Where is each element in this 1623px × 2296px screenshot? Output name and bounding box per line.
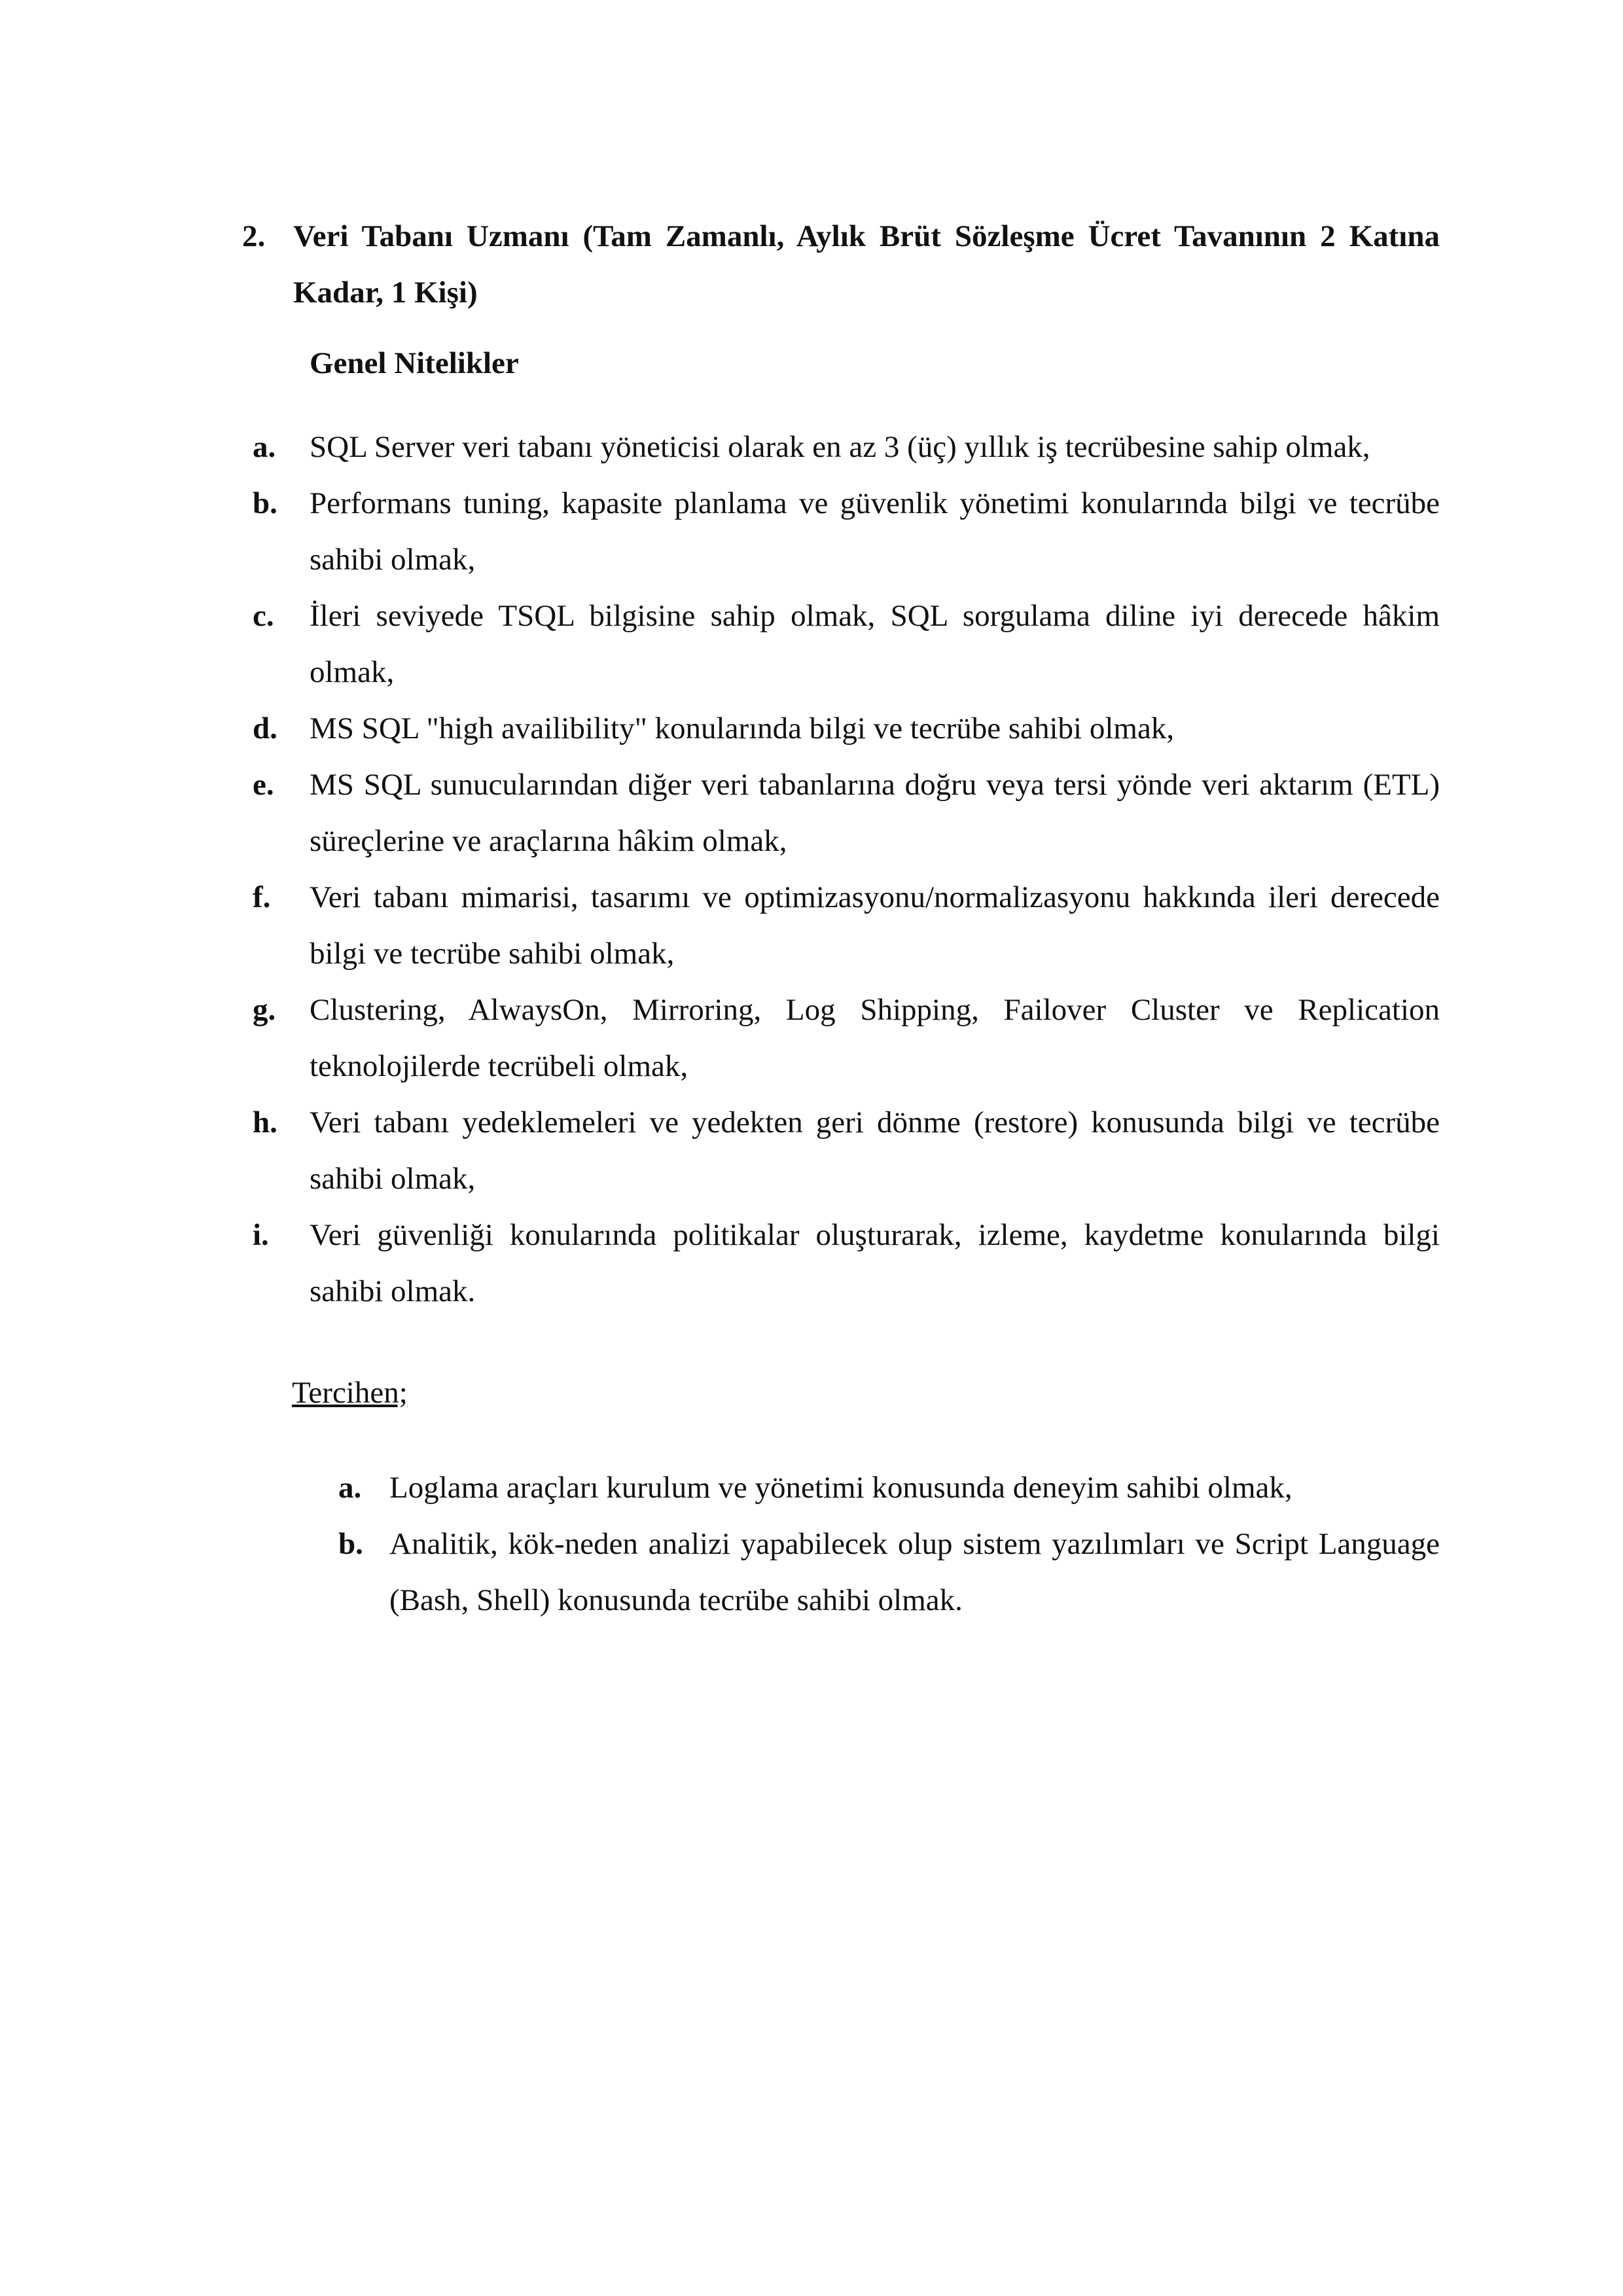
section-heading bbox=[242, 208, 1440, 321]
list-item bbox=[242, 757, 1440, 869]
general-qualifications-title: Genel Nitelikler bbox=[310, 346, 519, 380]
list-item-text: MS SQL sunucularından diğer veri tabanlarına doğru veya tersi yönde veri aktarım (ETL) süreçlerine ve araçlarına hâkim olmak, bbox=[310, 768, 1440, 858]
list-item-text: Veri güvenliği konularında politikalar oluşturarak, izleme, kaydetme konularında bilgi sahibi olmak. bbox=[310, 1218, 1440, 1308]
list-marker: h. bbox=[253, 1105, 277, 1139]
list-marker: g. bbox=[253, 993, 276, 1027]
list-item-text: İleri seviyede TSQL bilgisine sahip olmak, SQL sorgulama diline iyi derecede hâkim olmak, bbox=[310, 599, 1440, 689]
list-item bbox=[242, 419, 1440, 475]
list-item-text: Clustering, AlwaysOn, Mirroring, Log Shipping, Failover Cluster ve Replication teknolojilerde tecrübeli olmak, bbox=[310, 993, 1440, 1083]
list-item-text: Performans tuning, kapasite planlama ve güvenlik yönetimi konularında bilgi ve tecrübe sahibi olmak, bbox=[310, 486, 1440, 577]
list-item bbox=[242, 1516, 1440, 1628]
list-item bbox=[242, 1207, 1440, 1319]
list-marker: a. bbox=[338, 1471, 362, 1505]
list-item-text: SQL Server veri tabanı yöneticisi olarak en az 3 (üç) yıllık iş tecrübesine sahip olmak, bbox=[310, 430, 1370, 464]
list-item-text: MS SQL "high availibility" konularında bilgi ve tecrübe sahibi olmak, bbox=[310, 711, 1175, 745]
list-marker: e. bbox=[253, 768, 274, 802]
list-marker: b. bbox=[253, 486, 277, 520]
list-marker: c. bbox=[253, 599, 274, 633]
list-item-text: Analitik, kök-neden analizi yapabilecek olup sistem yazılımları ve Script Language (Bash, Shell) konusunda tecrübe sahibi olmak. bbox=[389, 1527, 1440, 1617]
section-number: 2. bbox=[242, 219, 266, 253]
list-item-text: Loglama araçları kurulum ve yönetimi konusunda deneyim sahibi olmak, bbox=[389, 1471, 1293, 1505]
list-marker: i. bbox=[253, 1218, 269, 1252]
list-marker: a. bbox=[253, 430, 276, 464]
list-item bbox=[242, 700, 1440, 757]
list-item bbox=[242, 869, 1440, 982]
list-marker: f. bbox=[253, 880, 271, 914]
preferred-title: Tercihen; bbox=[292, 1376, 408, 1410]
section-title: Veri Tabanı Uzmanı (Tam Zamanlı, Aylık Brüt Sözleşme Ücret Tavanının 2 Katına Kadar, 1 Kişi) bbox=[293, 219, 1440, 310]
list-item bbox=[242, 1094, 1440, 1207]
list-marker: d. bbox=[253, 711, 277, 745]
list-marker: b. bbox=[338, 1527, 363, 1561]
list-item bbox=[242, 1460, 1440, 1516]
list-item bbox=[242, 475, 1440, 588]
list-item bbox=[242, 588, 1440, 700]
list-item-text: Veri tabanı yedeklemeleri ve yedekten geri dönme (restore) konusunda bilgi ve tecrübe sahibi olmak, bbox=[310, 1105, 1440, 1196]
list-item bbox=[242, 982, 1440, 1094]
list-item-text: Veri tabanı mimarisi, tasarımı ve optimizasyonu/normalizasyonu hakkında ileri derecede bilgi ve tecrübe sahibi olmak, bbox=[310, 880, 1440, 971]
general-qualifications-list bbox=[242, 419, 1440, 1319]
preferred-list bbox=[242, 1460, 1440, 1628]
